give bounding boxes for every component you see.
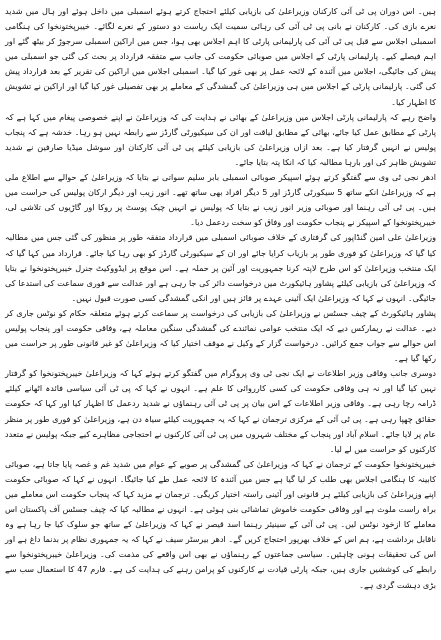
paragraph-3: ادھر نجی ٹی وی سے گفتگو کرتے ہوئے اسپیکر صوبائی اسمبلی بابر سلیم سواتی نے بتایا کہ وزیراعلیٰ کے حوالے سے اطلاع ملی ہے کہ وزیراعلیٰ انکے ساتھ 5 سیکورٹی گارڈز اور 5 دیگر افراد بھی ساتھ تھے۔ انور زیب اور دیگر ارکان پولیس کی حراست میں ہیں۔ پی ٹی آئی رہنما اور صوبائی وزیر انور زیب نے بتایا کہ پولیس نے انہیں چیک پوسٹ پر روکا اور گاڑیوں کی تلاشی لی، خیبرپختونخوا کے اسپیکر نے پنجاب حکومت اور وفاق کو سخت ردعمل دیا۔ <box>5 172 436 228</box>
paragraph-6: دوسری جانب وفاقی وزیر اطلاعات نے ایک نجی ٹی وی پروگرام میں گفتگو کرتے ہوئے کہا کہ وزیراعلیٰ خیبرپختونخوا کو گرفتار نہیں کیا گیا اور نہ ہی وفاقی حکومت کی کسی کارروائی کا علم ہے۔ انہوں نے کہا کہ پی ٹی آئی سیاسی فائدہ اٹھانے کیلئے ڈرامہ رچا رہی ہے۔ وفاقی وزیر اطلاعات کے اس بیان پر پی ٹی آئی رہنماؤں نے شدید ردعمل کا اظہار کیا اور کہا کہ حکومت حقائق چھپا رہی ہے۔ پی ٹی آئی کے مرکزی ترجمان نے کہا کہ یہ جمہوریت کیلئے سیاہ دن ہے، وزیراعلیٰ کو فوری طور پر منظر عام پر لایا جائے۔ اسلام آباد اور پنجاب کے مختلف شہروں میں پی ٹی آئی کارکنوں نے احتجاجی مظاہرے کیے جبکہ پولیس نے متعدد کارکنوں کو حراست میں لے لیا۔ <box>5 368 436 454</box>
paragraph-5: پشاور ہائیکورٹ کے چیف جسٹس نے وزیراعلیٰ کی بازیابی کی درخواست پر سماعت کرتے ہوئے متعلقہ حکام کو نوٹس جاری کر دیے۔ عدالت نے ریمارکس دیے کہ ایک منتخب عوامی نمائندے کی گمشدگی سنگین معاملہ ہے، وفاقی حکومت اور پنجاب پولیس اس حوالے سے جواب جمع کرائیں۔ درخواست گزار کے وکیل نے موقف اختیار کیا کہ وزیراعلیٰ کو غیر قانونی طور پر حراست میں رکھا گیا ہے۔ <box>5 307 436 364</box>
article-body <box>5 4 436 593</box>
paragraph-4: وزیراعلیٰ علی امین گنڈاپور کی گرفتاری کے خلاف صوبائی اسمبلی میں قرارداد متفقہ طور پر منظور کی گئی جس میں مطالبہ کیا گیا کہ وزیراعلیٰ کو فوری طور پر بازیاب کرایا جائے اور ان کے سیکیورٹی گارڈز کو بھی رہا کیا جائے۔ قرارداد میں کہا گیا کہ ایک منتخب وزیراعلیٰ کو اس طرح لاپتہ کرنا جمہوریت اور آئین پر حملہ ہے۔ اس موقع پر ایڈووکیٹ جنرل خیبرپختونخوا نے بتایا کہ وزیراعلیٰ کی بازیابی کیلئے پشاور ہائیکورٹ میں درخواست دائر کی جا رہی ہے اور عدالت سے فوری سماعت کی استدعا کی جائیگی۔ انہوں نے کہا کہ وزیراعلیٰ ایک آئینی عہدے پر فائز ہیں اور انکی گمشدگی کسی صورت قبول نہیں۔ <box>5 232 436 303</box>
paragraph-2: واضح رہے کہ پارلیمانی پارٹی اجلاس میں وزیراعلیٰ کے بھائی نے ہدایت کی کہ وزیراعلیٰ نے اپنے خصوصی پیغام میں کہا ہے کہ پارٹی کے مطابق عمل کیا جائے، بھائی کے مطابق لیاقت اور ان کی سیکیورٹی گارڈز سے رابطہ نہیں ہو رہا۔ خدشہ ہے کہ پنجاب پولیس نے انہیں گرفتار کیا ہے۔ بعد ازاں وزیراعلیٰ کی بازیابی کیلئے پی ٹی آئی کارکنان اور سوشل میڈیا صارفین نے شدید تشویش ظاہر کی اور بارہا مطالبہ کیا کہ انکا پتہ بتایا جائے۔ <box>5 111 436 167</box>
paragraph-1: ہیں۔ اس دوران پی ٹی آئی کارکنان وزیراعلیٰ کی بازیابی کیلئے احتجاج کرتے ہوئے اسمبلی میں داخل ہوئے اور ہال میں شدید نعرے بازی کی۔ کارکنان نے بانی پی ٹی آئی کی رہائی سمیت ایک ریاست دو دستور کے نعرے لگائے۔ خیبرپختونخوا کی ہنگامی اسمبلی اجلاس سے قبل پی ٹی آئی کی پارلیمانی پارٹی کا اہم اجلاس بھی ہوا، جس میں اراکین اسمبلی سرجوڑ کر بیٹھ گئے اور اہم فیصلے کیے۔ پارلیمانی پارٹی کے اجلاس میں صوبائی حکومت کی جانب سے متفقہ قرارداد پر بحث کی گئی جو اسمبلی میں پیش کی جائیگی، اجلاس میں آئندہ کے لائحہ عمل پر بھی غور کیا گیا۔ اسمبلی اجلاس میں اراکین کی تقریر کے بعد قرارداد پیش کی گئی۔ پارلیمانی پارٹی کے اجلاس میں ہی وزیراعلیٰ کی گمشدگی کے معاملے پر بھی تفصیلی غور کیا گیا اور اراکین نے تشویش کا اظہار کیا۔ <box>5 6 436 107</box>
paragraph-7: خیبرپختونخوا حکومت کے ترجمان نے کہا کہ وزیراعلیٰ کی گمشدگی پر صوبے کے عوام میں شدید غم و غصہ پایا جاتا ہے، صوبائی کابینہ کا ہنگامی اجلاس بھی طلب کر لیا گیا ہے جس میں آئندہ کا لائحہ عمل طے کیا جائیگا۔ انہوں نے کہا کہ صوبائی حکومت اپنے وزیراعلیٰ کی بازیابی کیلئے ہر قانونی اور آئینی راستہ اختیار کریگی۔ ترجمان نے مزید کہا کہ پنجاب حکومت اس معاملے میں براہ راست ملوث ہے اور وفاقی حکومت خاموش تماشائی بنی ہوئی ہے۔ انہوں نے مطالبہ کیا کہ چیف جسٹس آف پاکستان اس معاملے کا ازخود نوٹس لیں۔ پی ٹی آئی کے سینیئر رہنما اسد قیصر نے کہا کہ وزیراعلیٰ کے ساتھ جو سلوک کیا جا رہا ہے وہ ناقابل برداشت ہے، ہم اس کے خلاف بھرپور احتجاج کریں گے۔ ادھر بیرسٹر سیف نے کہا کہ یہ جمہوری نظام پر بدنما داغ ہے اور اس کی تحقیقات ہونی چاہئیں۔ سیاسی جماعتوں کے رہنماؤں نے بھی اس واقعے کی مذمت کی۔ وزیراعلیٰ خیبرپختونخوا سے رابطے کی کوششیں جاری ہیں، جبکہ پارٹی قیادت نے کارکنوں کو پرامن رہنے کی ہدایت کی ہے۔ فارم 47 کا استعمال سب سے بڑی دہشت گردی ہے۔ <box>5 458 436 590</box>
